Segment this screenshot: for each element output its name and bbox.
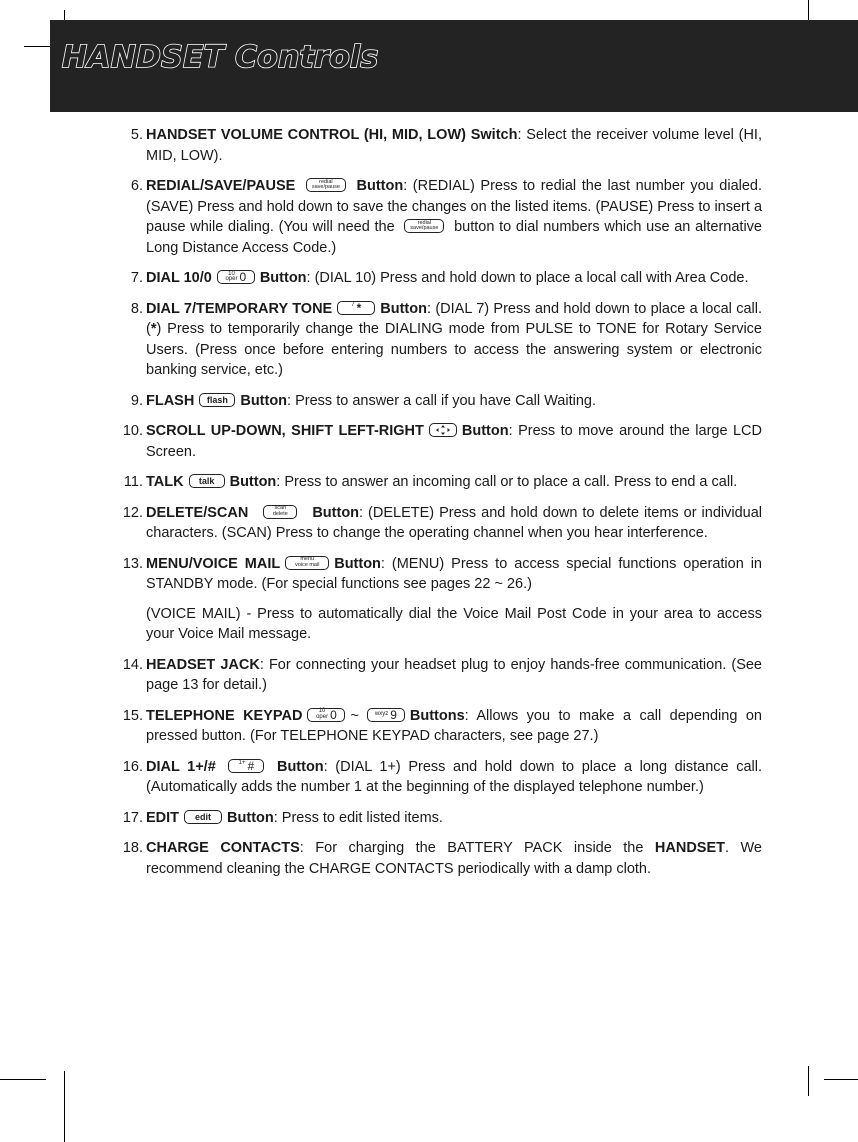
crop-mark-bottom-right-horizontal <box>824 1079 858 1080</box>
list-item <box>100 125 762 166</box>
item-number: 17. <box>122 809 143 826</box>
oper-zero-key-icon: 10 oper 0 <box>217 270 255 284</box>
item-label: HEADSET JACK <box>146 656 260 673</box>
crop-mark-bottom-left-vertical <box>64 1071 65 1142</box>
item-label: DIAL 1+/# <box>146 758 216 775</box>
item-description-continued: (VOICE MAIL) - Press to automatically dial the Voice Mail Post Code in your area to access your Voice Mail message. <box>146 605 762 642</box>
list-item <box>100 176 762 258</box>
item-description: REDIAL/SAVE/PAUSE redial save/pause Button: (REDIAL) Press to redial the last number you dialed. (SAVE) Press and hold down to save the changes on the listed items. (PAUSE) Press to insert a pause while dialing. (You will need the redial save/pause button to dial numbers which use an alternative Long Distance Access Code.) <box>146 178 763 256</box>
item-number: 13. <box>122 555 143 572</box>
item-description: HEADSET JACK: For connecting your headset plug to enjoy hands-free communication. (See page 13 for detail.) <box>146 656 762 693</box>
item-label: TALK <box>146 474 184 490</box>
item-number: 15. <box>122 707 143 724</box>
list-item <box>100 838 762 879</box>
item-label: EDIT <box>146 809 180 826</box>
list-item <box>100 706 762 747</box>
list-item <box>100 391 762 412</box>
item-label: SCROLL UP-DOWN, SHIFT LEFT-RIGHT <box>146 423 424 439</box>
crop-mark-top-right-vertical <box>808 0 809 20</box>
item-description: TALK talk Button: Press to answer an incoming call or to place a call. Press to end a call. <box>146 474 738 490</box>
item-number: 18. <box>122 840 143 856</box>
item-label: DELETE/SCAN <box>146 504 249 521</box>
item-number: 11. <box>123 474 143 490</box>
item-number: 12. <box>122 504 143 521</box>
edit-key-icon: edit <box>184 810 222 824</box>
menu-voicemail-key-icon: menu voice mail <box>285 556 329 570</box>
list-item <box>100 808 762 829</box>
list-item <box>100 268 762 289</box>
crop-mark-bottom-left-horizontal <box>0 1079 46 1080</box>
item-description: HANDSET VOLUME CONTROL (HI, MID, LOW) Switch: Select the receiver volume level (HI, MID, LOW). <box>146 127 762 164</box>
oper-zero-key-icon: 10 oper 0 <box>307 708 345 722</box>
hash-key-icon: 1+ # <box>228 759 264 773</box>
list-item <box>100 299 762 381</box>
item-description: DIAL 1+/# 1+ # Button: (DIAL 1+) Press and hold down to place a long distance call. (Automatically adds the number 1 at the beginning of the displayed telephone number.) <box>146 758 762 795</box>
talk-key-icon: talk <box>189 474 225 488</box>
star-key-icon: 7 * <box>337 301 375 315</box>
item-description: MENU/VOICE MAIL menu voice mail Button: (MENU) Press to access special functions operation in STANDBY mode. (For special functions see pages 22 ~ 26.) <box>146 555 762 592</box>
list-item <box>100 554 762 645</box>
item-description: EDIT edit Button: Press to edit listed items. <box>146 809 443 826</box>
item-description: SCROLL UP-DOWN, SHIFT LEFT-RIGHT Button: Press to move around the large LCD Screen. <box>146 423 762 460</box>
item-label: DIAL 7/TEMPORARY TONE <box>146 300 333 317</box>
item-number: 10. <box>122 423 143 439</box>
redial-key-icon: redial save/pause <box>306 178 346 192</box>
item-number: 8. <box>130 300 143 317</box>
crop-mark-bottom-right-vertical <box>808 1066 809 1096</box>
item-number: 5. <box>130 127 143 143</box>
item-number: 6. <box>130 178 143 194</box>
list-item <box>100 421 762 462</box>
item-description: DIAL 10/0 10 oper 0 Button: (DIAL 10) Press and hold down to place a local call with Area Code. <box>146 270 749 286</box>
item-description: CHARGE CONTACTS: For charging the BATTERY PACK inside the HANDSET. We recommend cleaning the CHARGE CONTACTS periodically with a damp cloth. <box>146 840 762 877</box>
item-label: TELEPHONE KEYPAD <box>146 707 303 724</box>
flash-key-icon: flash <box>199 393 235 407</box>
item-label: FLASH <box>146 392 195 409</box>
crop-mark-top-left-vertical <box>64 10 65 20</box>
list-item <box>100 472 762 493</box>
item-label: MENU/VOICE MAIL <box>146 555 281 572</box>
list-item <box>100 655 762 696</box>
item-description: DELETE/SCAN scan delete Button: (DELETE) Press and hold down to delete items or individual characters. (SCAN) Press to change the operating channel when you hear interference. <box>146 504 763 541</box>
controls-list <box>100 125 762 889</box>
page-title: HANDSET Controls <box>62 40 379 75</box>
item-description: FLASH flash Button: Press to answer a call if you have Call Waiting. <box>146 392 596 409</box>
item-number: 14. <box>122 656 143 673</box>
navigation-arrows-icon <box>429 423 457 437</box>
list-item <box>100 503 762 544</box>
item-label: DIAL 10/0 <box>146 270 212 286</box>
item-description: DIAL 7/TEMPORARY TONE 7 * Button: (DIAL 7) Press and hold down to place a local call. (*) Press to temporarily change the DIALING mode from PULSE to TONE for Rotary Service Users. (Press once before entering numbers to access the answering system or electronic banking service, etc.) <box>146 300 763 378</box>
redial-key-icon: redial save/pause <box>404 219 444 233</box>
item-number: 7. <box>130 270 143 286</box>
crop-mark-top-left-horizontal <box>24 46 50 47</box>
nine-key-icon: wxyz 9 <box>367 708 405 722</box>
scan-delete-key-icon: scan delete <box>263 505 297 519</box>
item-label: CHARGE CONTACTS <box>146 840 300 856</box>
item-label: HANDSET VOLUME CONTROL (HI, MID, LOW) Switch <box>146 127 518 143</box>
item-number: 9. <box>130 392 143 409</box>
item-label: REDIAL/SAVE/PAUSE <box>146 178 296 194</box>
item-number: 16. <box>122 758 143 775</box>
item-description: TELEPHONE KEYPAD 10 oper 0 ~ wxyz 9 Buttons: Allows you to make a call depending on pressed button. (For TELEPHONE KEYPAD characters, see page 27.) <box>146 707 762 744</box>
list-item <box>100 757 762 798</box>
